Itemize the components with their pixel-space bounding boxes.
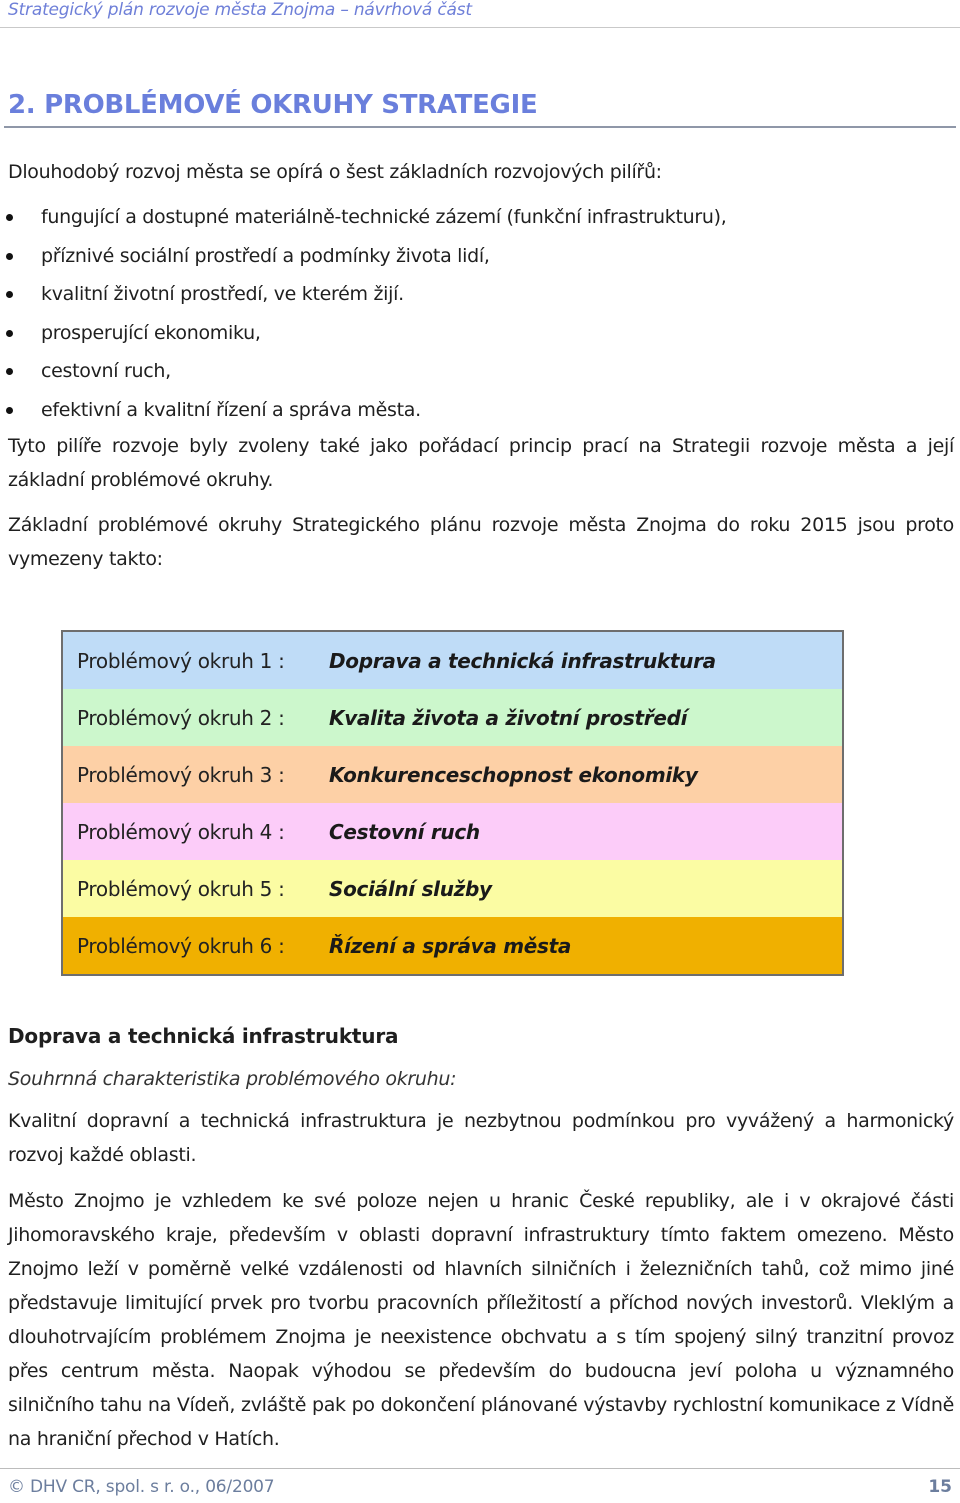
bullet-icon (6, 368, 13, 375)
footer-copyright: © DHV CR, spol. s r. o., 06/2007 (8, 1477, 275, 1497)
section-title: Doprava a technická infrastruktura (8, 1024, 399, 1048)
page-number: 15 (928, 1477, 952, 1497)
intro-paragraph: Dlouhodobý rozvoj města se opírá o šest základních rozvojových pilířů: (8, 161, 662, 183)
section-paragraph-2: Město Znojmo je vzhledem ke své poloze nejen u hranic České republiky, ale i v okrajové části Jihomoravského kraje, především v oblasti dopravní infrastruktury tímto faktem omezeno. Město Znojmo leží v poměrně velké vzdálenosti od hlavních silničních i železničních tahů, což mimo jiné představuje limitující prvek pro tvorbu pracovních příležitostí a příchod nových investorů. Vleklým a dlouhotrvajícím problémem Znojma je neexistence obchvatu a s tím spojený silný tranzitní provoz přes centrum města. Naopak výhodou se především do budoucna jeví poloha u významného silničního tahu na Vídeň, zvláště pak po dokončení plánované výstavby rychlostní komunikace z Vídně na hraniční přechod v Hatích. (8, 1190, 954, 1450)
chapter-divider (4, 126, 956, 128)
header-divider (0, 27, 960, 28)
bullet-icon (6, 330, 13, 337)
table-row: Problémový okruh 3 : Konkurenceschopnost ekonomiky (63, 746, 842, 803)
section-subtitle: Souhrnná charakteristika problémového okruhu: (8, 1068, 457, 1090)
table-row: Problémový okruh 5 : Sociální služby (63, 860, 842, 917)
problem-areas-table (61, 630, 844, 976)
footer-divider (0, 1468, 960, 1469)
bullet-icon (6, 407, 13, 414)
table-row: Problémový okruh 2 : Kvalita života a životní prostředí (63, 689, 842, 746)
pillars-paragraph: Tyto pilíře rozvoje byly zvoleny také jako pořádací princip prací na Strategii rozvoje města a její základní problémové okruhy. (8, 435, 954, 491)
bullet-icon (6, 253, 13, 260)
document-title: Strategický plán rozvoje města Znojma – návrhová část (8, 0, 472, 20)
table-row: Problémový okruh 4 : Cestovní ruch (63, 803, 842, 860)
table-row: Problémový okruh 1 : Doprava a technická infrastruktura (63, 632, 842, 689)
areas-intro-paragraph: Základní problémové okruhy Strategického plánu rozvoje města Znojma do roku 2015 jsou proto vymezeny takto: (8, 514, 954, 570)
section-paragraph-1: Kvalitní dopravní a technická infrastruktura je nezbytnou podmínkou pro vyvážený a harmonický rozvoj každé oblasti. (8, 1110, 954, 1166)
table-row: Problémový okruh 6 : Řízení a správa města (63, 917, 842, 974)
bullet-icon (6, 214, 13, 221)
chapter-title: 2. PROBLÉMOVÉ OKRUHY STRATEGIE (8, 90, 538, 120)
bullet-icon (6, 291, 13, 298)
